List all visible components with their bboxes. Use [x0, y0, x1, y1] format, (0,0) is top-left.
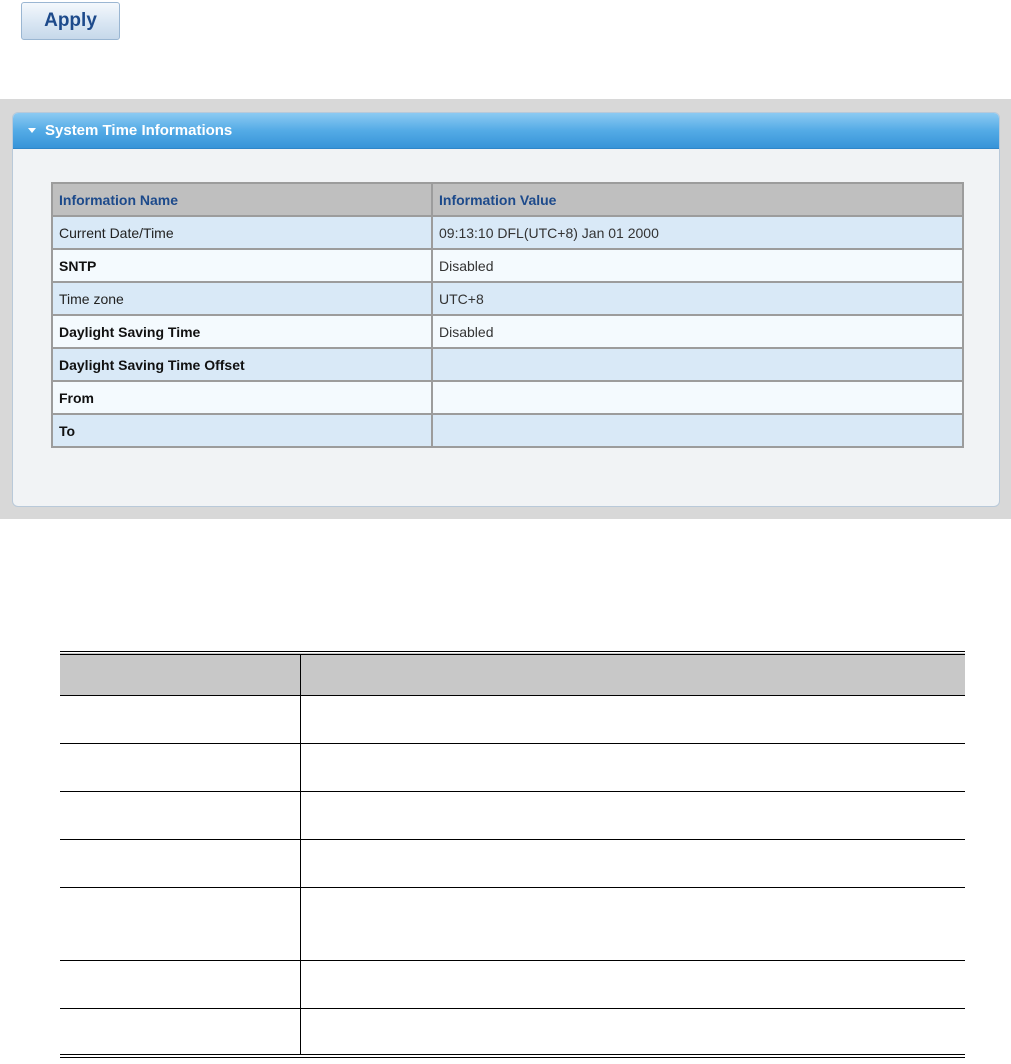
row-value-from	[432, 381, 963, 414]
description-row	[60, 839, 965, 887]
table-row	[52, 282, 963, 315]
description-header-row	[60, 653, 965, 695]
description-row	[60, 791, 965, 839]
row-name-dst-offset: Daylight Saving Time Offset	[52, 348, 432, 381]
apply-button[interactable]: Apply	[21, 2, 120, 40]
description-header-cell	[60, 653, 300, 695]
column-header-value: Information Value	[432, 183, 963, 216]
description-cell	[300, 839, 965, 887]
description-row	[60, 1008, 965, 1056]
description-cell	[60, 695, 300, 743]
description-cell	[60, 1008, 300, 1056]
row-value-dst-offset	[432, 348, 963, 381]
table-row	[52, 348, 963, 381]
row-name-sntp: SNTP	[52, 249, 432, 282]
table-row	[52, 216, 963, 249]
description-cell	[60, 743, 300, 791]
description-cell	[60, 960, 300, 1008]
system-time-table	[51, 182, 964, 448]
table-row	[52, 249, 963, 282]
description-cell	[60, 791, 300, 839]
description-row	[60, 960, 965, 1008]
row-value-daylight-saving-time: Disabled	[432, 315, 963, 348]
description-row	[60, 743, 965, 791]
row-name-daylight-saving-time: Daylight Saving Time	[52, 315, 432, 348]
description-cell	[300, 887, 965, 960]
row-name-time-zone: Time zone	[52, 282, 432, 315]
table-row	[52, 315, 963, 348]
row-name-to: To	[52, 414, 432, 447]
row-name-current-date-time: Current Date/Time	[52, 216, 432, 249]
caret-down-icon[interactable]	[28, 128, 36, 133]
description-cell	[300, 1008, 965, 1056]
description-cell	[300, 743, 965, 791]
system-time-panel	[12, 112, 1000, 507]
table-row	[52, 414, 963, 447]
description-cell	[300, 960, 965, 1008]
description-cell	[300, 695, 965, 743]
panel-title: System Time Informations	[45, 122, 233, 139]
column-header-name: Information Name	[52, 183, 432, 216]
row-name-from: From	[52, 381, 432, 414]
table-row	[52, 381, 963, 414]
description-row	[60, 887, 965, 960]
panel-header[interactable]	[13, 113, 999, 149]
row-value-to	[432, 414, 963, 447]
description-row	[60, 695, 965, 743]
description-table	[60, 651, 965, 1058]
description-cell	[60, 839, 300, 887]
row-value-sntp: Disabled	[432, 249, 963, 282]
row-value-time-zone: UTC+8	[432, 282, 963, 315]
description-cell	[60, 887, 300, 960]
row-value-current-date-time: 09:13:10 DFL(UTC+8) Jan 01 2000	[432, 216, 963, 249]
table-header-row	[52, 183, 963, 216]
system-time-frame	[0, 99, 1011, 519]
description-header-cell	[300, 653, 965, 695]
description-cell	[300, 791, 965, 839]
